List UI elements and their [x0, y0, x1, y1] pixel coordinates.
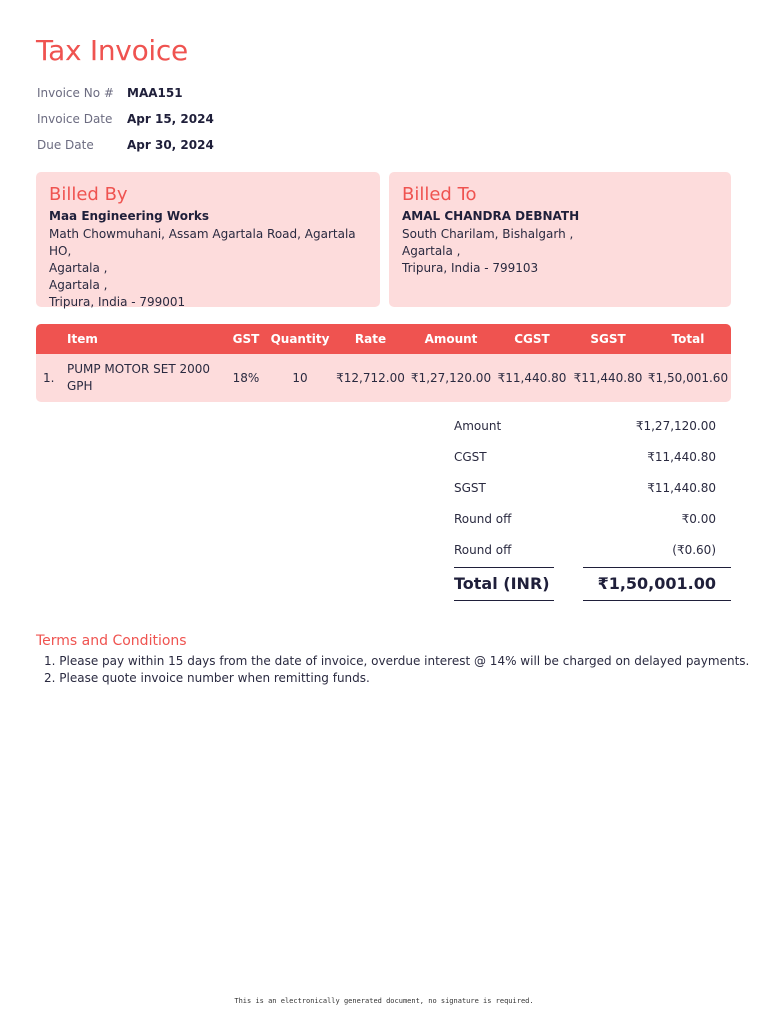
address-line: Tripura, India - 799001	[49, 295, 186, 309]
total-label: Total (INR)	[454, 567, 554, 601]
items-table-header	[36, 324, 731, 354]
terms-list	[36, 653, 749, 687]
header-total: Total	[671, 332, 705, 346]
summary-value: ₹11,440.80	[647, 449, 716, 464]
terms-item: 1. Please pay within 15 days from the date of invoice, overdue interest @ 14% will be charged on delayed payments.	[44, 654, 750, 668]
summary-label: SGST	[454, 480, 486, 495]
summary-value: ₹11,440.80	[647, 480, 716, 495]
meta-value: MAA151	[127, 86, 183, 100]
billed-by-name: Maa Engineering Works	[49, 209, 210, 223]
summary-label: CGST	[454, 449, 487, 464]
summary-label: Round off	[454, 542, 512, 557]
cell-cgst: ₹11,440.80	[497, 371, 567, 385]
cell-amount: ₹1,27,120.00	[410, 371, 492, 385]
meta-label: Invoice No #	[37, 86, 114, 100]
header-item: Item	[67, 331, 98, 346]
items-table	[36, 324, 731, 402]
terms-section	[36, 633, 749, 687]
meta-value: Apr 30, 2024	[127, 138, 214, 152]
cell-gst: 18%	[232, 371, 260, 385]
cell-no: 1.	[43, 371, 55, 385]
summary-value: ₹1,27,120.00	[635, 418, 716, 433]
terms-item: 2. Please quote invoice number when remitting funds.	[44, 671, 370, 685]
address-line: Agartala ,	[49, 261, 108, 275]
address-line: Agartala ,	[402, 244, 461, 258]
table-row	[36, 354, 731, 402]
meta-invoice-date	[37, 106, 214, 132]
header-amount: Amount	[424, 332, 478, 346]
address-line: Agartala ,	[49, 278, 108, 292]
cell-item: PUMP MOTOR SET 2000 GPH	[67, 362, 211, 393]
summary-label: Amount	[454, 418, 502, 433]
cell-total: ₹1,50,001.60	[647, 371, 729, 385]
page-title: Tax Invoice	[36, 34, 188, 67]
billed-to-heading: Billed To	[402, 184, 477, 205]
summary-value: (₹0.60)	[672, 542, 716, 557]
summary-value: ₹0.00	[681, 511, 716, 526]
cell-sgst: ₹11,440.80	[573, 371, 643, 385]
billed-by-heading: Billed By	[49, 184, 128, 205]
terms-heading: Terms and Conditions	[36, 633, 187, 649]
summary-row-round-off-adjustment	[454, 534, 731, 565]
summary-row-round-off	[454, 503, 731, 534]
cell-quantity: 10	[292, 371, 308, 385]
address-line: Math Chowmuhani, Assam Agartala Road, Agartala HO,	[49, 227, 356, 258]
total-value: ₹1,50,001.00	[583, 567, 731, 601]
summary-label: Round off	[454, 511, 512, 526]
billed-to-name: AMAL CHANDRA DEBNATH	[402, 209, 580, 223]
cell-rate: ₹12,712.00	[336, 371, 405, 385]
header-rate: Rate	[354, 332, 387, 346]
meta-invoice-number	[37, 80, 214, 106]
summary-total	[454, 567, 731, 601]
header-cgst: CGST	[514, 332, 550, 346]
header-sgst: SGST	[590, 332, 626, 346]
summary-row-amount	[454, 410, 731, 441]
meta-label: Invoice Date	[37, 112, 113, 126]
invoice-meta	[37, 80, 214, 158]
invoice-summary	[454, 410, 731, 601]
footer-note: This is an electronically generated document, no signature is required.	[234, 997, 534, 1005]
header-gst: GST	[232, 332, 260, 346]
summary-row-cgst	[454, 441, 731, 472]
billed-by-panel	[36, 172, 380, 307]
address-line: South Charilam, Bishalgarh ,	[402, 227, 574, 241]
meta-value: Apr 15, 2024	[127, 112, 214, 126]
header-quantity: Quantity	[270, 332, 330, 346]
billed-to-panel	[389, 172, 731, 307]
meta-due-date	[37, 132, 214, 158]
meta-label: Due Date	[37, 138, 94, 152]
summary-row-sgst	[454, 472, 731, 503]
address-line: Tripura, India - 799103	[402, 261, 539, 275]
